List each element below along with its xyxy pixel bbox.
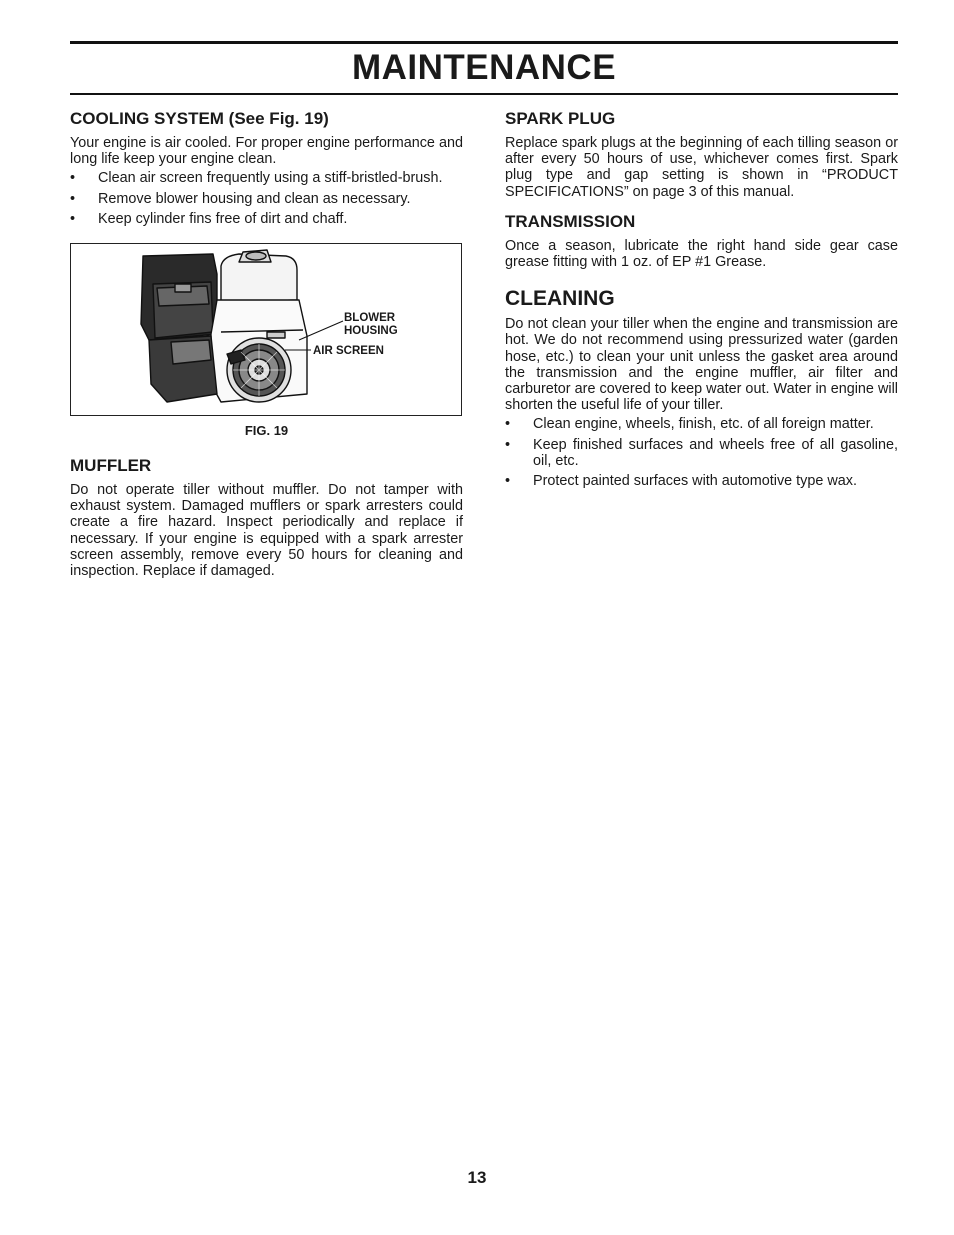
cleaning-bullet-list [505,416,898,489]
list-item: • Keep finished surfaces and wheels free of all gasoline, oil, etc. [505,436,898,469]
muffler-section [70,455,463,579]
right-column [505,108,898,493]
transmission-text: Once a season, lubricate the right hand side gear case grease fitting with 1 oz. of EP #1 Grease. [505,237,898,271]
figure-19-box [70,243,462,416]
cooling-system-heading: COOLING SYSTEM (See Fig. 19) [70,109,329,128]
cooling-system-section [70,108,463,227]
bullet-icon: • [70,210,76,227]
cleaning-heading: CLEANING [505,287,615,311]
spark-plug-section [505,108,898,200]
cooling-system-intro: Your engine is air cooled. For proper engine performance and long life keep your engine clean. [70,135,463,168]
muffler-heading: MUFFLER [70,456,152,476]
transmission-section [505,211,898,270]
list-item: • Clean engine, wheels, finish, etc. of all foreign matter. [505,416,874,433]
list-item: • Keep cylinder fins free of dirt and chaff. [70,210,348,227]
spark-plug-heading: SPARK PLUG [505,109,616,128]
list-item: • Protect painted surfaces with automotive type wax. [505,473,857,490]
bullet-icon: • [70,190,76,207]
bullet-icon: • [70,170,76,187]
figure-caption: FIG. 19 [244,423,289,439]
cleaning-text: Do not clean your tiller when the engine and transmission are hot. We do not recommend using pressurized water (garden hose, etc.) to clean your unit unless the gasket area around the transmission and the engine muffler, air filter and carburetor are covered to keep water out. Water in engine will shorten the useful life of your tiller. [505,316,898,414]
page-number: 13 [467,1168,487,1187]
header-rule-bottom [70,93,898,95]
transmission-heading: TRANSMISSION [505,211,636,231]
blower-housing-callout: BLOWER HOUSING [344,312,398,337]
list-item: • Remove blower housing and clean as necessary. [70,190,411,207]
muffler-text: Do not operate tiller without muffler. Do not tamper with exhaust system. Damaged mufflers or spark arresters could create a fire hazard. Inspect periodically and replace if necessary. If your engine is equipped with a spark arrester screen assembly, remove every 50 hours for cleaning and inspection. Replace if damaged. [70,482,463,580]
bullet-icon: • [505,473,511,490]
air-screen-callout: AIR SCREEN [313,345,384,358]
header-rule-top [70,41,898,44]
cleaning-section [505,286,898,489]
list-item: • Clean air screen frequently using a stiff-bristled-brush. [70,170,443,187]
page-title: MAINTENANCE [351,48,617,87]
spark-plug-text: Replace spark plugs at the beginning of each tilling season or after every 50 hours of use, whichever comes first. Spark plug type and gap setting is shown in “PRODUCT SPECIFICATIONS” on page 3 of this manual. [505,135,898,200]
bullet-icon: • [505,436,511,453]
cooling-bullet-list [70,170,463,227]
bullet-icon: • [505,416,511,433]
left-column [70,108,463,579]
